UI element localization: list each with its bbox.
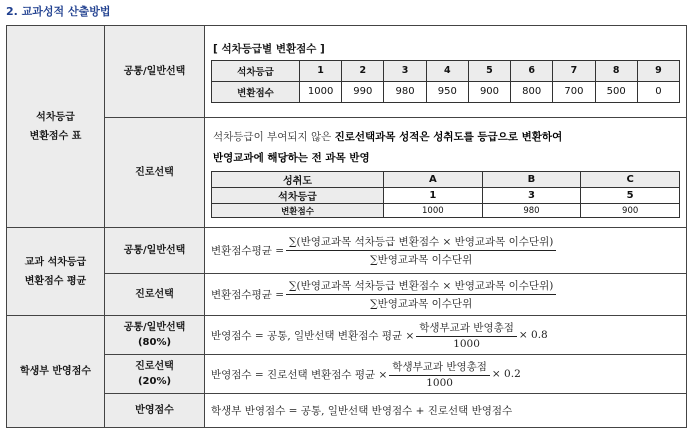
career-score-row: 변환점수 1000 980 900 (212, 204, 680, 218)
subcat-total: 반영점수 (105, 394, 205, 428)
reflected-fraction: $\frac{\text{학생부교과 반영총점}}{1000}$ (389, 359, 490, 389)
career-reflected-formula: 반영점수 = 진로선택 변환점수 평균 × $\frac{\text{학생부교과 반영총점}}{1000}$ × 0.2 (205, 355, 687, 394)
grade-table-title: [ 석차등급별 변환점수 ] (213, 42, 325, 55)
score-row: 변환점수 1000 990 980 950 900 800 700 500 0 (212, 81, 680, 102)
career-grade-table-cell (205, 118, 687, 228)
subcat-common-80: 공통/일반선택 (80%) (105, 316, 205, 355)
subcat-career-20: 진로선택 (20%) (105, 355, 205, 394)
subcat-common-2: 공통/일반선택 (105, 228, 205, 274)
grade-row: 석차등급 1 2 3 4 5 6 7 8 9 (212, 60, 680, 81)
grade-calculation-table (6, 25, 687, 428)
achievement-row: 성취도 A B C (212, 172, 680, 188)
career-description: 석차등급이 부여되지 않은 진로선택과목 성적은 성취도를 등급으로 변환하여 반영교과에 해당하는 전 과목 반영 (213, 131, 563, 164)
common-reflected-formula: 반영점수 = 공통, 일반선택 변환점수 평균 × $\frac{\text{학생부교과 반영총점}}{1000}$ × 0.8 (205, 316, 687, 355)
category-conversion-table: 석차등급 변환점수 표 (7, 26, 105, 228)
category-average: 교과 석차등급 변환점수 평균 (7, 228, 105, 316)
section-heading: 2. 교과성적 산출방법 (6, 5, 111, 18)
grade-score-table (211, 60, 680, 103)
achievement-table (211, 171, 680, 218)
career-average-formula: 변환점수평균 = $\frac{\text{∑(반영교과목 석차등급 변환점수 × 반영교과목 이수단위)}}{\text{∑반영교과목 이수단위}}$ (205, 274, 687, 316)
common-grade-table-cell (205, 26, 687, 118)
average-fraction: $\frac{\text{∑(반영교과목 석차등급 변환점수 × 반영교과목 이수단위)}}{\text{∑반영교과목 이수단위}}$ (286, 234, 556, 267)
average-fraction: $\frac{\text{∑(반영교과목 석차등급 변환점수 × 반영교과목 이수단위)}}{\text{∑반영교과목 이수단위}}$ (286, 278, 556, 311)
total-reflected-formula: 학생부 반영점수 = 공통, 일반선택 반영점수 + 진로선택 반영점수 (205, 394, 687, 428)
career-grade-row: 석차등급 1 3 5 (212, 188, 680, 204)
category-reflected-score: 학생부 반영점수 (7, 316, 105, 428)
reflected-fraction: $\frac{\text{학생부교과 반영총점}}{1000}$ (416, 320, 517, 350)
subcat-common-1: 공통/일반선택 (105, 26, 205, 118)
common-average-formula: 변환점수평균 = $\frac{\text{∑(반영교과목 석차등급 변환점수 × 반영교과목 이수단위)}}{\text{∑반영교과목 이수단위}}$ (205, 228, 687, 274)
subcat-career-2: 진로선택 (105, 274, 205, 316)
subcat-career-1: 진로선택 (105, 118, 205, 228)
